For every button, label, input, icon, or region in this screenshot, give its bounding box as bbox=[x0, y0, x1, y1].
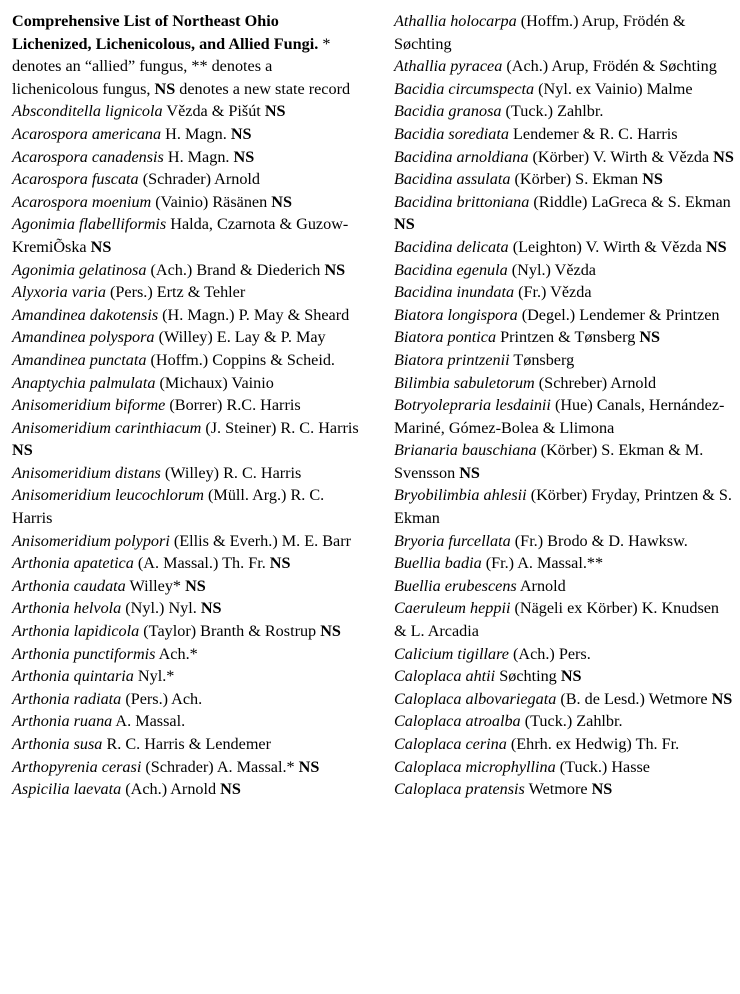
species-name: Arthonia lapidicola bbox=[12, 622, 140, 641]
species-entry bbox=[394, 394, 734, 439]
species-name: Buellia badia bbox=[394, 554, 482, 573]
species-authority: (Nyl. ex Vainio) Malme bbox=[534, 79, 693, 98]
species-name: Arthonia punctiformis bbox=[12, 644, 156, 663]
species-authority: (A. Massal.) Th. Fr. bbox=[133, 554, 270, 573]
species-name: Caloplaca cerina bbox=[394, 735, 507, 753]
species-authority: (Michaux) Vainio bbox=[155, 373, 274, 392]
species-entry bbox=[394, 236, 734, 259]
species-name: Bacidina inundata bbox=[394, 283, 515, 302]
species-authority: (Leighton) V. Wirth & Vězda bbox=[508, 237, 706, 256]
species-authority: Arnold bbox=[516, 576, 566, 595]
new-state-record-marker: NS bbox=[705, 237, 727, 256]
species-name: Anisomeridium carinthiacum bbox=[12, 418, 202, 437]
new-state-record-marker: NS bbox=[320, 622, 341, 641]
species-name: Amandinea polyspora bbox=[12, 328, 155, 347]
species-list-right bbox=[394, 10, 734, 801]
species-authority: (Körber) S. Ekman & M. Svensson bbox=[394, 441, 704, 482]
new-state-record-marker: NS bbox=[394, 215, 415, 234]
species-name: Anisomeridium distans bbox=[12, 463, 161, 482]
species-authority: (Riddle) LaGreca & S. Ekman bbox=[529, 192, 731, 211]
species-entry bbox=[12, 168, 360, 191]
species-name: Amandinea punctata bbox=[12, 350, 147, 369]
species-authority: (Ellis & Everh.) M. E. Barr bbox=[169, 531, 351, 550]
species-name: Agonimia gelatinosa bbox=[12, 260, 147, 279]
legend-ns: NS bbox=[154, 79, 176, 98]
species-authority: (Fr.) A. Massal.** bbox=[481, 554, 604, 573]
species-authority: (Ach.) Pers. bbox=[508, 644, 591, 663]
species-name: Caloplaca atroalba bbox=[394, 712, 521, 731]
species-authority: (Vainio) Räsänen bbox=[151, 192, 272, 211]
species-entry bbox=[394, 78, 734, 101]
species-authority: Ach.* bbox=[155, 644, 198, 663]
species-name: Bilimbia sabuletorum bbox=[394, 373, 535, 392]
species-authority: Printzen & Tønsberg bbox=[496, 328, 640, 347]
species-authority: (Taylor) Branth & Rostrup bbox=[139, 622, 321, 641]
species-authority: Nyl.* bbox=[133, 667, 175, 686]
species-authority: (Ehrh. ex Hedwig) Th. Fr. bbox=[506, 735, 680, 753]
species-authority: (Pers.) Ach. bbox=[121, 689, 203, 708]
species-name: Caloplaca ahtii bbox=[394, 667, 496, 686]
legend-text: * denotes an “allied” fungus, ** denotes a lichenicolous fungus, bbox=[12, 34, 331, 98]
species-name: Caeruleum heppii bbox=[394, 599, 511, 618]
species-entry bbox=[12, 213, 360, 258]
new-state-record-marker: NS bbox=[90, 237, 112, 256]
species-authority: (Borrer) R.C. Harris bbox=[165, 396, 301, 415]
new-state-record-marker: NS bbox=[713, 147, 734, 166]
species-name: Caloplaca microphyllina bbox=[394, 757, 556, 776]
species-name: Bacidina delicata bbox=[394, 237, 509, 256]
species-name: Buellia erubescens bbox=[394, 576, 517, 595]
species-authority: (Schrader) Arnold bbox=[138, 170, 261, 189]
species-authority: (Fr.) Brodo & D. Hawksw. bbox=[510, 531, 688, 550]
species-entry bbox=[394, 552, 734, 575]
species-name: Biatora printzenii bbox=[394, 350, 510, 369]
species-entry bbox=[394, 597, 734, 642]
new-state-record-marker: NS bbox=[639, 328, 661, 347]
species-name: Acarospora americana bbox=[12, 124, 162, 143]
species-authority: (Ach.) Brand & Diederich bbox=[146, 260, 325, 279]
species-name: Arthonia helvola bbox=[12, 599, 122, 618]
species-authority: Willey* bbox=[125, 576, 186, 595]
species-name: Caloplaca pratensis bbox=[394, 780, 525, 799]
species-authority: (Nyl.) Nyl. bbox=[121, 599, 201, 618]
species-entry bbox=[12, 326, 360, 349]
new-state-record-marker: NS bbox=[233, 147, 255, 166]
species-authority: (Degel.) Lendemer & Printzen bbox=[517, 305, 720, 324]
new-state-record-marker: NS bbox=[711, 689, 733, 708]
species-entry bbox=[12, 191, 360, 214]
species-entry bbox=[394, 146, 734, 169]
new-state-record-marker: NS bbox=[12, 441, 33, 460]
species-authority: A. Massal. bbox=[112, 712, 186, 731]
list-title: Comprehensive List of Northeast Ohio Lichenized, Lichenicolous, and Allied Fungi. bbox=[12, 12, 319, 53]
species-authority: Halda, Czarnota & Guzow-KremiÕska bbox=[12, 215, 349, 256]
species-entry bbox=[394, 575, 734, 598]
species-name: Bacidina arnoldiana bbox=[394, 147, 529, 166]
species-authority: (Körber) V. Wirth & Vězda bbox=[528, 147, 714, 166]
species-entry bbox=[394, 778, 734, 801]
species-entry bbox=[12, 552, 360, 575]
species-name: Bacidia sorediata bbox=[394, 124, 509, 143]
species-entry bbox=[12, 778, 360, 801]
species-entry bbox=[12, 620, 360, 643]
species-entry bbox=[394, 439, 734, 484]
new-state-record-marker: NS bbox=[269, 554, 291, 573]
species-authority: Vězda & Pišút bbox=[162, 102, 265, 121]
species-authority: H. Magn. bbox=[163, 147, 234, 166]
new-state-record-marker: NS bbox=[560, 667, 582, 686]
species-entry bbox=[12, 484, 360, 529]
species-name: Bacidia granosa bbox=[394, 102, 502, 121]
species-authority: Wetmore bbox=[524, 780, 592, 799]
species-name: Calicium tigillare bbox=[394, 644, 509, 663]
species-entry bbox=[12, 575, 360, 598]
species-authority: (Nägeli ex Körber) K. Knudsen & L. Arcadia bbox=[394, 599, 720, 641]
species-name: Brianaria bauschiana bbox=[394, 441, 537, 460]
species-entry bbox=[12, 349, 360, 372]
species-authority: (Ach.) Arup, Frödén & Søchting bbox=[502, 57, 717, 76]
species-authority: (Fr.) Vězda bbox=[514, 283, 592, 302]
species-entry bbox=[394, 688, 734, 711]
species-name: Acarospora fuscata bbox=[12, 170, 139, 189]
species-authority: (Willey) E. Lay & P. May bbox=[154, 328, 326, 347]
species-entry bbox=[394, 326, 734, 349]
species-authority: R. C. Harris & Lendemer bbox=[102, 735, 271, 753]
species-authority: (Willey) R. C. Harris bbox=[160, 463, 302, 482]
species-name: Arthonia caudata bbox=[12, 576, 126, 595]
species-name: Anaptychia palmulata bbox=[12, 373, 156, 392]
species-entry bbox=[394, 10, 734, 55]
species-name: Bacidina brittoniana bbox=[394, 192, 530, 211]
species-authority: (Körber) Fryday, Printzen & S. Ekman bbox=[394, 486, 732, 528]
species-entry bbox=[394, 643, 734, 666]
species-authority: Tønsberg bbox=[509, 350, 575, 369]
species-name: Botryolepraria lesdainii bbox=[394, 396, 551, 415]
new-state-record-marker: NS bbox=[271, 192, 292, 211]
species-authority: (Müll. Arg.) R. C. Harris bbox=[12, 486, 325, 528]
species-authority: Lendemer & R. C. Harris bbox=[508, 124, 678, 143]
species-authority: (H. Magn.) P. May & Sheard bbox=[158, 305, 350, 324]
species-authority: (Tuck.) Zahlbr. bbox=[520, 712, 623, 731]
species-name: Amandinea dakotensis bbox=[12, 305, 159, 324]
species-entry bbox=[394, 168, 734, 191]
species-name: Arthonia quintaria bbox=[12, 667, 134, 686]
species-name: Arthopyrenia cerasi bbox=[12, 757, 142, 776]
species-entry bbox=[394, 484, 734, 529]
species-entry bbox=[12, 733, 360, 756]
species-authority: (Pers.) Ertz & Tehler bbox=[105, 283, 246, 302]
new-state-record-marker: NS bbox=[298, 757, 320, 776]
species-entry bbox=[394, 123, 734, 146]
species-name: Agonimia flabelliformis bbox=[12, 215, 167, 234]
species-entry bbox=[12, 394, 360, 417]
species-name: Anisomeridium biforme bbox=[12, 396, 166, 415]
new-state-record-marker: NS bbox=[200, 599, 222, 618]
new-state-record-marker: NS bbox=[642, 170, 663, 189]
species-entry bbox=[394, 733, 734, 756]
species-entry bbox=[394, 191, 734, 236]
species-name: Bacidina egenula bbox=[394, 260, 508, 279]
species-name: Arthonia apatetica bbox=[12, 554, 134, 573]
new-state-record-marker: NS bbox=[591, 780, 613, 799]
species-name: Anisomeridium polypori bbox=[12, 531, 170, 550]
species-entry bbox=[394, 530, 734, 553]
species-entry bbox=[394, 665, 734, 688]
species-entry bbox=[12, 259, 360, 282]
right-column bbox=[394, 10, 734, 801]
species-entry bbox=[12, 372, 360, 395]
species-authority: (Schreber) Arnold bbox=[534, 373, 657, 392]
new-state-record-marker: NS bbox=[220, 780, 241, 799]
species-entry bbox=[12, 756, 360, 779]
species-name: Arthonia radiata bbox=[12, 689, 122, 708]
left-column bbox=[12, 10, 360, 801]
species-authority: H. Magn. bbox=[161, 124, 231, 143]
species-name: Anisomeridium leucochlorum bbox=[12, 486, 204, 505]
new-state-record-marker: NS bbox=[185, 576, 206, 595]
new-state-record-marker: NS bbox=[264, 102, 286, 121]
legend-text-end: denotes a new state record bbox=[175, 79, 351, 98]
species-entry bbox=[12, 462, 360, 485]
species-authority: Søchting bbox=[495, 667, 561, 686]
species-authority: (Schrader) A. Massal.* bbox=[141, 757, 299, 776]
species-entry bbox=[12, 530, 360, 553]
species-authority: (Körber) S. Ekman bbox=[510, 170, 643, 189]
species-authority: (Hue) Canals, Hernández-Mariné, Gómez-Bolea & Llimona bbox=[394, 396, 725, 437]
species-authority: (Nyl.) Vězda bbox=[507, 260, 596, 279]
species-entry bbox=[12, 417, 360, 462]
species-name: Bacidia circumspecta bbox=[394, 79, 535, 98]
species-authority: (Hoffm.) Arup, Frödén & Søchting bbox=[394, 12, 686, 53]
species-authority: (Ach.) Arnold bbox=[121, 780, 221, 799]
species-name: Absconditella lignicola bbox=[12, 102, 163, 121]
species-entry bbox=[394, 55, 734, 78]
species-entry bbox=[394, 372, 734, 395]
new-state-record-marker: NS bbox=[459, 463, 480, 482]
species-name: Bacidina assulata bbox=[394, 170, 511, 189]
species-name: Athallia pyracea bbox=[394, 57, 503, 76]
species-authority: (J. Steiner) R. C. Harris bbox=[201, 418, 359, 437]
species-name: Acarospora moenium bbox=[12, 192, 152, 211]
species-entry bbox=[394, 259, 734, 282]
species-entry bbox=[12, 304, 360, 327]
new-state-record-marker: NS bbox=[324, 260, 346, 279]
species-entry bbox=[12, 688, 360, 711]
species-entry bbox=[12, 710, 360, 733]
species-entry bbox=[394, 349, 734, 372]
species-entry bbox=[394, 304, 734, 327]
new-state-record-marker: NS bbox=[230, 124, 252, 143]
species-name: Arthonia ruana bbox=[12, 712, 113, 731]
species-name: Aspicilia laevata bbox=[12, 780, 122, 799]
species-authority: (Tuck.) Zahlbr. bbox=[501, 102, 604, 121]
species-entry bbox=[12, 643, 360, 666]
list-heading bbox=[12, 10, 360, 100]
species-entry bbox=[12, 100, 360, 123]
species-name: Alyxoria varia bbox=[12, 283, 106, 302]
species-name: Bryobilimbia ahlesii bbox=[394, 486, 527, 505]
species-name: Biatora longispora bbox=[394, 305, 518, 324]
species-name: Arthonia susa bbox=[12, 735, 103, 753]
species-entry bbox=[12, 123, 360, 146]
species-authority: (Tuck.) Hasse bbox=[555, 757, 650, 776]
species-list-left bbox=[12, 100, 360, 800]
species-entry bbox=[12, 597, 360, 620]
species-entry bbox=[394, 710, 734, 733]
species-entry bbox=[12, 281, 360, 304]
species-entry bbox=[12, 665, 360, 688]
species-entry bbox=[394, 100, 734, 123]
species-entry bbox=[394, 281, 734, 304]
species-name: Athallia holocarpa bbox=[394, 12, 517, 30]
species-authority: (Hoffm.) Coppins & Scheid. bbox=[146, 350, 335, 369]
species-name: Caloplaca albovariegata bbox=[394, 689, 557, 708]
species-name: Biatora pontica bbox=[394, 328, 497, 347]
species-name: Bryoria furcellata bbox=[394, 531, 511, 550]
species-name: Acarospora canadensis bbox=[12, 147, 164, 166]
species-entry bbox=[394, 756, 734, 779]
species-entry bbox=[12, 146, 360, 169]
species-authority: (B. de Lesd.) Wetmore bbox=[556, 689, 712, 708]
